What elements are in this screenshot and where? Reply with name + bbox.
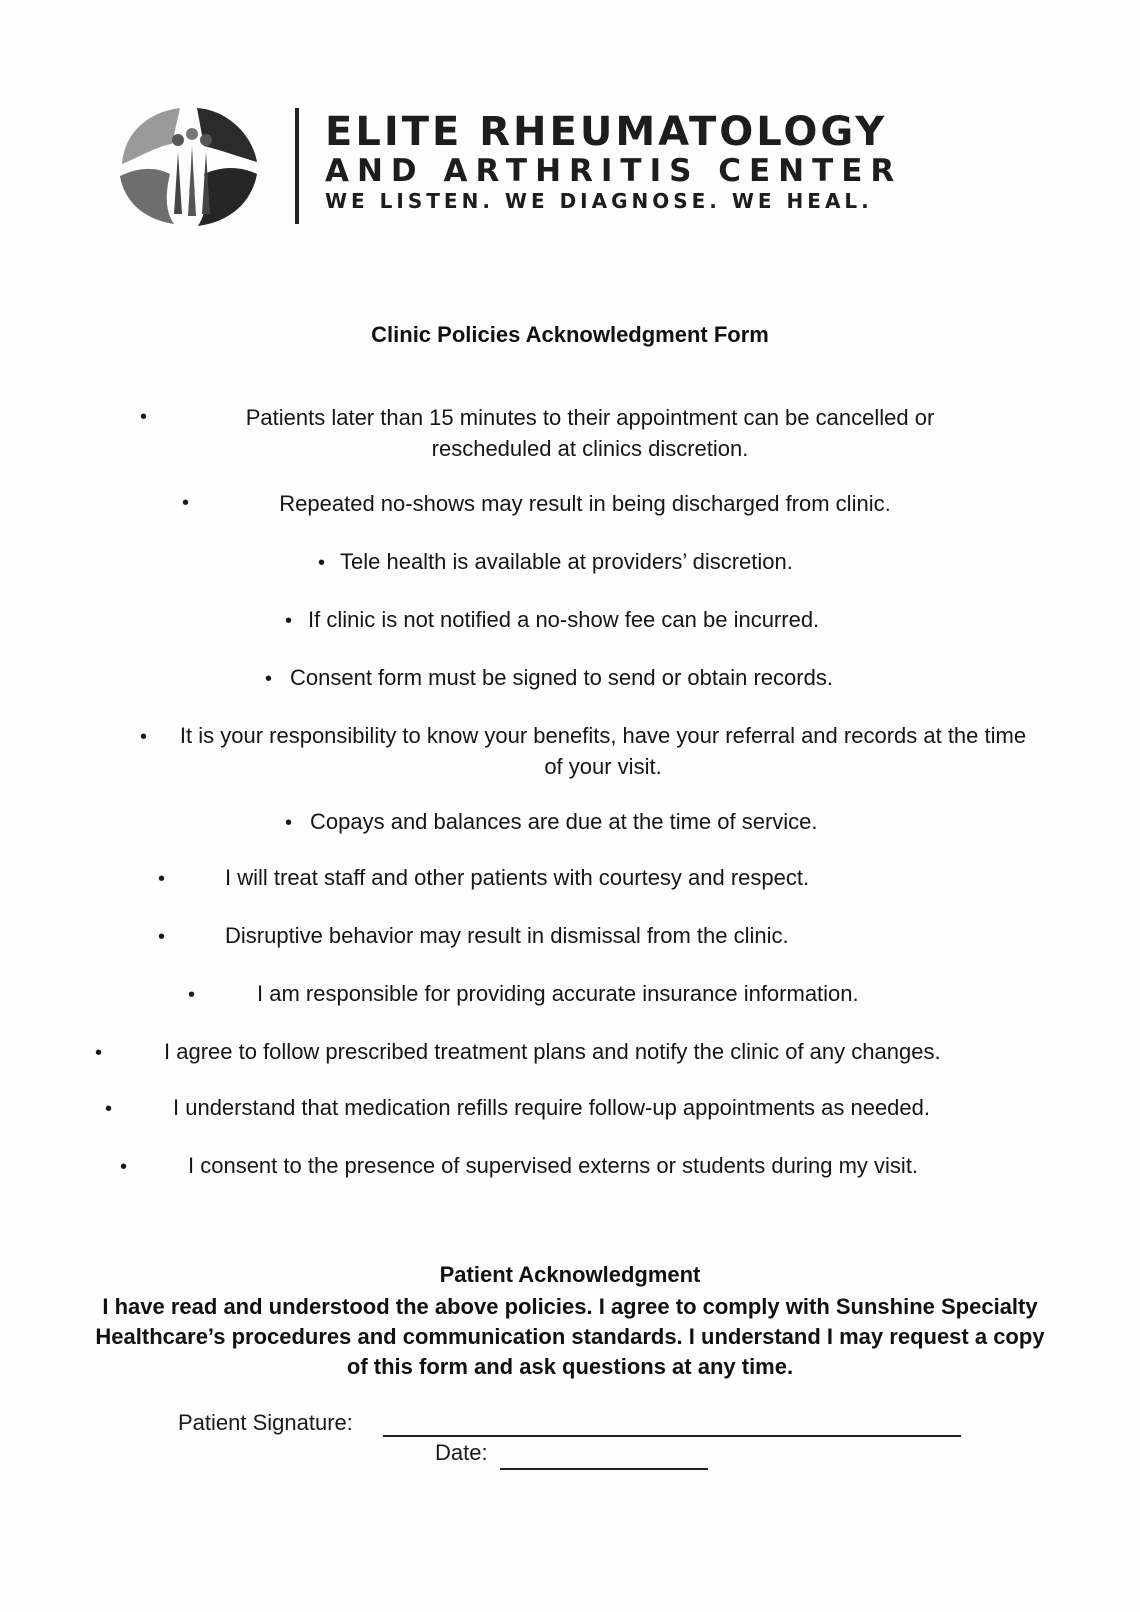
date-field[interactable]	[500, 1468, 708, 1470]
policy-item	[310, 806, 950, 837]
policy-text: It is your responsibility to know your benefits, have your referral and records at the time of your visit.	[179, 723, 1027, 779]
clinic-brand	[325, 110, 985, 214]
date-label: Date:	[435, 1440, 488, 1465]
policy-text: Repeated no-shows may result in being discharged from clinic.	[279, 491, 891, 516]
policy-item	[168, 720, 1038, 782]
bullet-icon: •	[105, 1098, 113, 1120]
policy-text: I agree to follow prescribed treatment plans and notify the clinic of any changes.	[164, 1039, 941, 1064]
bullet-icon: •	[188, 984, 196, 1006]
acknowledgment-heading: Patient Acknowledgment	[439, 1262, 701, 1287]
signature-label: Patient Signature:	[178, 1410, 353, 1435]
bullet-icon: •	[95, 1042, 103, 1064]
policy-text: If clinic is not notified a no-show fee can be incurred.	[308, 607, 820, 632]
bullet-icon: •	[140, 726, 148, 748]
policy-item	[308, 604, 928, 635]
people-circle-logo-icon	[112, 104, 262, 228]
policy-item	[257, 978, 1017, 1009]
policy-item	[290, 662, 950, 693]
bullet-icon: •	[140, 406, 148, 428]
clinic-tagline: WE LISTEN. WE DIAGNOSE. WE HEAL.	[325, 189, 873, 213]
form-title: Clinic Policies Acknowledgment Form	[371, 322, 769, 347]
bullet-icon: •	[265, 668, 273, 690]
bullet-icon: •	[285, 610, 293, 632]
policy-item	[225, 920, 945, 951]
bullet-icon: •	[158, 926, 166, 948]
policy-text: I am responsible for providing accurate insurance information.	[257, 981, 859, 1006]
clinic-name-line1: ELITE RHEUMATOLOGY	[325, 109, 888, 155]
header-divider	[295, 108, 299, 224]
policy-item	[188, 1150, 1068, 1181]
bullet-icon: •	[120, 1156, 128, 1178]
bullet-icon: •	[158, 868, 166, 890]
policy-item	[173, 1092, 1063, 1123]
clinic-name-line2: AND ARTHRITIS CENTER	[325, 153, 903, 189]
acknowledgment-text: I have read and understood the above policies. I agree to comply with Sunshine Specialty Healthcare’s procedures and communication standards. I understand I may request a copy of this form and ask questions at any time.	[95, 1294, 1045, 1379]
signature-field[interactable]	[383, 1435, 961, 1437]
policy-item	[164, 1036, 1074, 1067]
policy-item	[340, 546, 880, 577]
bullet-icon: •	[182, 492, 190, 514]
policy-text: I understand that medication refills require follow-up appointments as needed.	[173, 1095, 931, 1120]
policy-text: I consent to the presence of supervised externs or students during my visit.	[188, 1153, 919, 1178]
bullet-icon: •	[318, 552, 326, 574]
policy-text: Disruptive behavior may result in dismissal from the clinic.	[225, 923, 789, 948]
policy-text: Tele health is available at providers’ discretion.	[340, 549, 793, 574]
policy-item	[205, 402, 975, 464]
bullet-icon: •	[285, 812, 293, 834]
policy-text: Consent form must be signed to send or obtain records.	[290, 665, 833, 690]
policy-text: Patients later than 15 minutes to their appointment can be cancelled or rescheduled at clinics discretion.	[245, 405, 935, 461]
policy-text: Copays and balances are due at the time of service.	[310, 809, 818, 834]
policy-item	[225, 862, 945, 893]
policy-text: I will treat staff and other patients with courtesy and respect.	[225, 865, 810, 890]
policy-item	[240, 488, 930, 519]
